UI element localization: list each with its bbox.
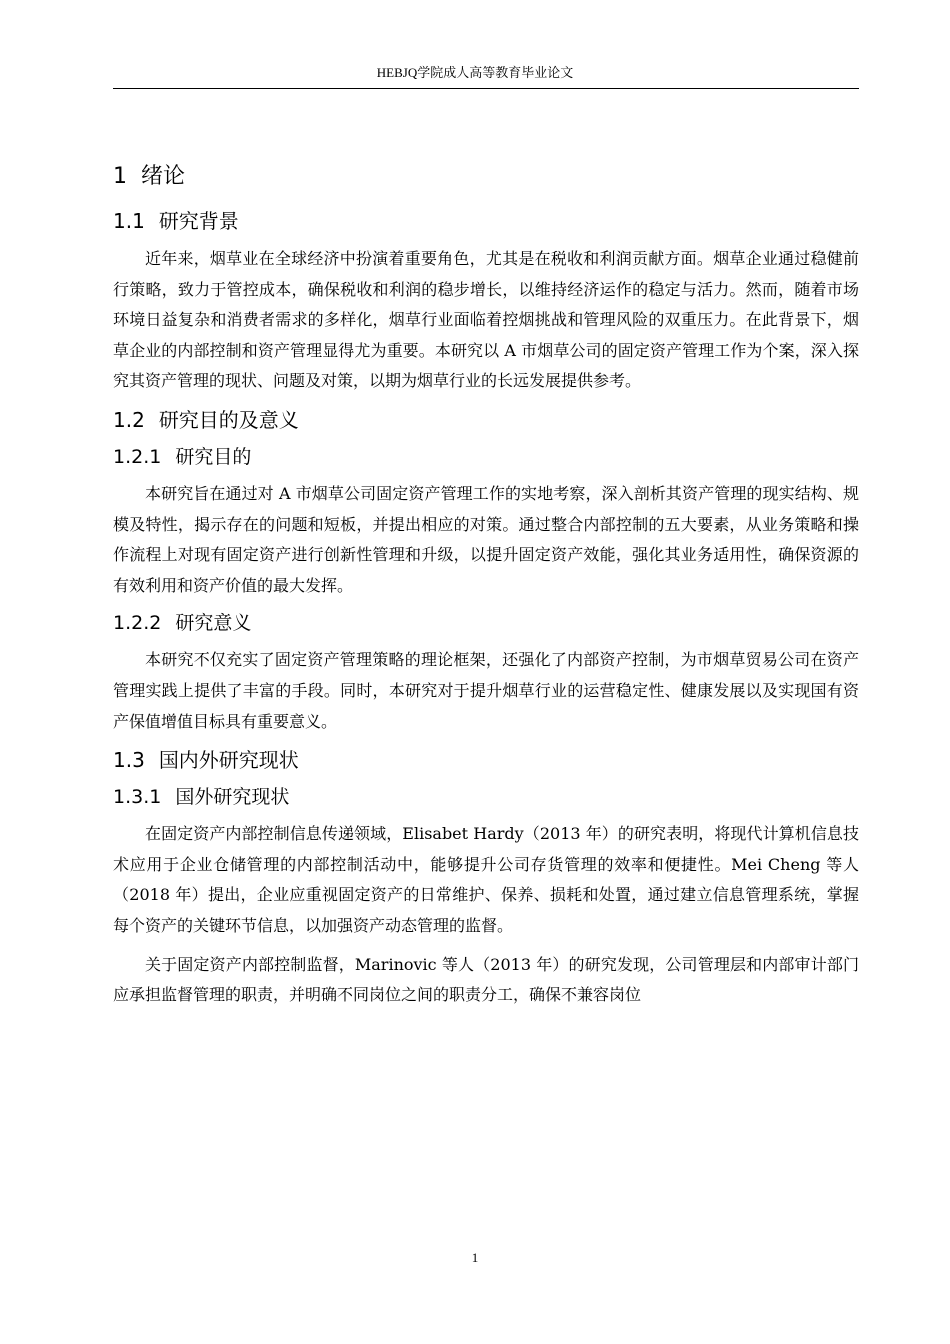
paragraph-research-background: 近年来，烟草业在全球经济中扮演着重要角色，尤其是在税收和利润贡献方面。烟草企业通过稳健前行策略，致力于管控成本，确保税收和利润的稳步增长，以维持经济运作的稳定与活力。然而，随着市场环境日益复杂和消费者需求的多样化，烟草行业面临着控烟挑战和管理风险的双重压力。在此背景下，烟草企业的内部控制和资产管理显得尤为重要。本研究以 A 市烟草公司的固定资产管理工作为个案，深入探究其资产管理的现状、问题及对策，以期为烟草行业的长远发展提供参考。 bbox=[113, 249, 859, 391]
section-heading-1-2 bbox=[113, 405, 859, 435]
subsection-heading-1-2-1 bbox=[113, 443, 859, 471]
section-title: 研究目的及意义 bbox=[158, 407, 299, 432]
section-number: 1.3 bbox=[113, 748, 145, 773]
section-number: 1.1 bbox=[113, 209, 145, 233]
chapter-heading bbox=[113, 160, 859, 194]
subsection-heading-1-3-1 bbox=[113, 783, 859, 811]
section-heading-1-3 bbox=[113, 745, 859, 775]
paragraph-foreign-research-2: 关于固定资产内部控制监督，Marinovic 等人（2013 年）的研究发现，公司管理层和内部审计部门应承担监督管理的职责，并明确不同岗位之间的职责分工，确保不兼容岗位 bbox=[113, 954, 859, 1005]
section-title: 国内外研究现状 bbox=[158, 748, 299, 773]
subsection-heading-1-2-2 bbox=[113, 609, 859, 637]
subsection-title: 研究目的 bbox=[175, 445, 252, 468]
header-divider bbox=[113, 88, 859, 89]
section-heading-1-1 bbox=[113, 206, 859, 236]
thesis-body bbox=[113, 160, 859, 1019]
subsection-number: 1.3.1 bbox=[113, 786, 162, 809]
subsection-title: 国外研究现状 bbox=[175, 786, 290, 809]
section-title: 研究背景 bbox=[158, 209, 239, 233]
subsection-number: 1.2.2 bbox=[113, 612, 162, 635]
page-header-title: HEBJQ学院成人高等教育毕业论文 bbox=[376, 65, 574, 80]
section-number: 1.2 bbox=[113, 407, 145, 432]
paragraph-research-significance: 本研究不仅充实了固定资产管理策略的理论框架，还强化了内部资产控制，为市烟草贸易公司在资产管理实践上提供了丰富的手段。同时，本研究对于提升烟草行业的运营稳定性、健康发展以及实现国有资产保值增值目标具有重要意义。 bbox=[113, 650, 859, 731]
paragraph-research-purpose: 本研究旨在通过对 A 市烟草公司固定资产管理工作的实地考察，深入剖析其资产管理的现实结构、规模及特性，揭示存在的问题和短板，并提出相应的对策。通过整合内部控制的五大要素，从业务策略和操作流程上对现有固定资产进行创新性管理和升级，以提升固定资产效能，强化其业务适用性，确保资源的有效利用和资产价值的最大发挥。 bbox=[113, 483, 859, 595]
subsection-title: 研究意义 bbox=[175, 612, 252, 635]
paragraph-foreign-research-1: 在固定资产内部控制信息传递领域，Elisabet Hardy（2013 年）的研究表明，将现代计算机信息技术应用于企业仓储管理的内部控制活动中，能够提升公司存货管理的效率和便捷性。Mei Cheng 等人（2018 年）提出，企业应重视固定资产的日常维护、保养、损耗和处置，通过建立信息管理系统，掌握每个资产的关键环节信息，以加强资产动态管理的监督。 bbox=[113, 824, 859, 935]
page-number: 1 bbox=[471, 1250, 479, 1265]
chapter-title: 绪论 bbox=[141, 164, 186, 189]
subsection-number: 1.2.1 bbox=[113, 445, 162, 468]
chapter-number: 1 bbox=[113, 164, 127, 189]
